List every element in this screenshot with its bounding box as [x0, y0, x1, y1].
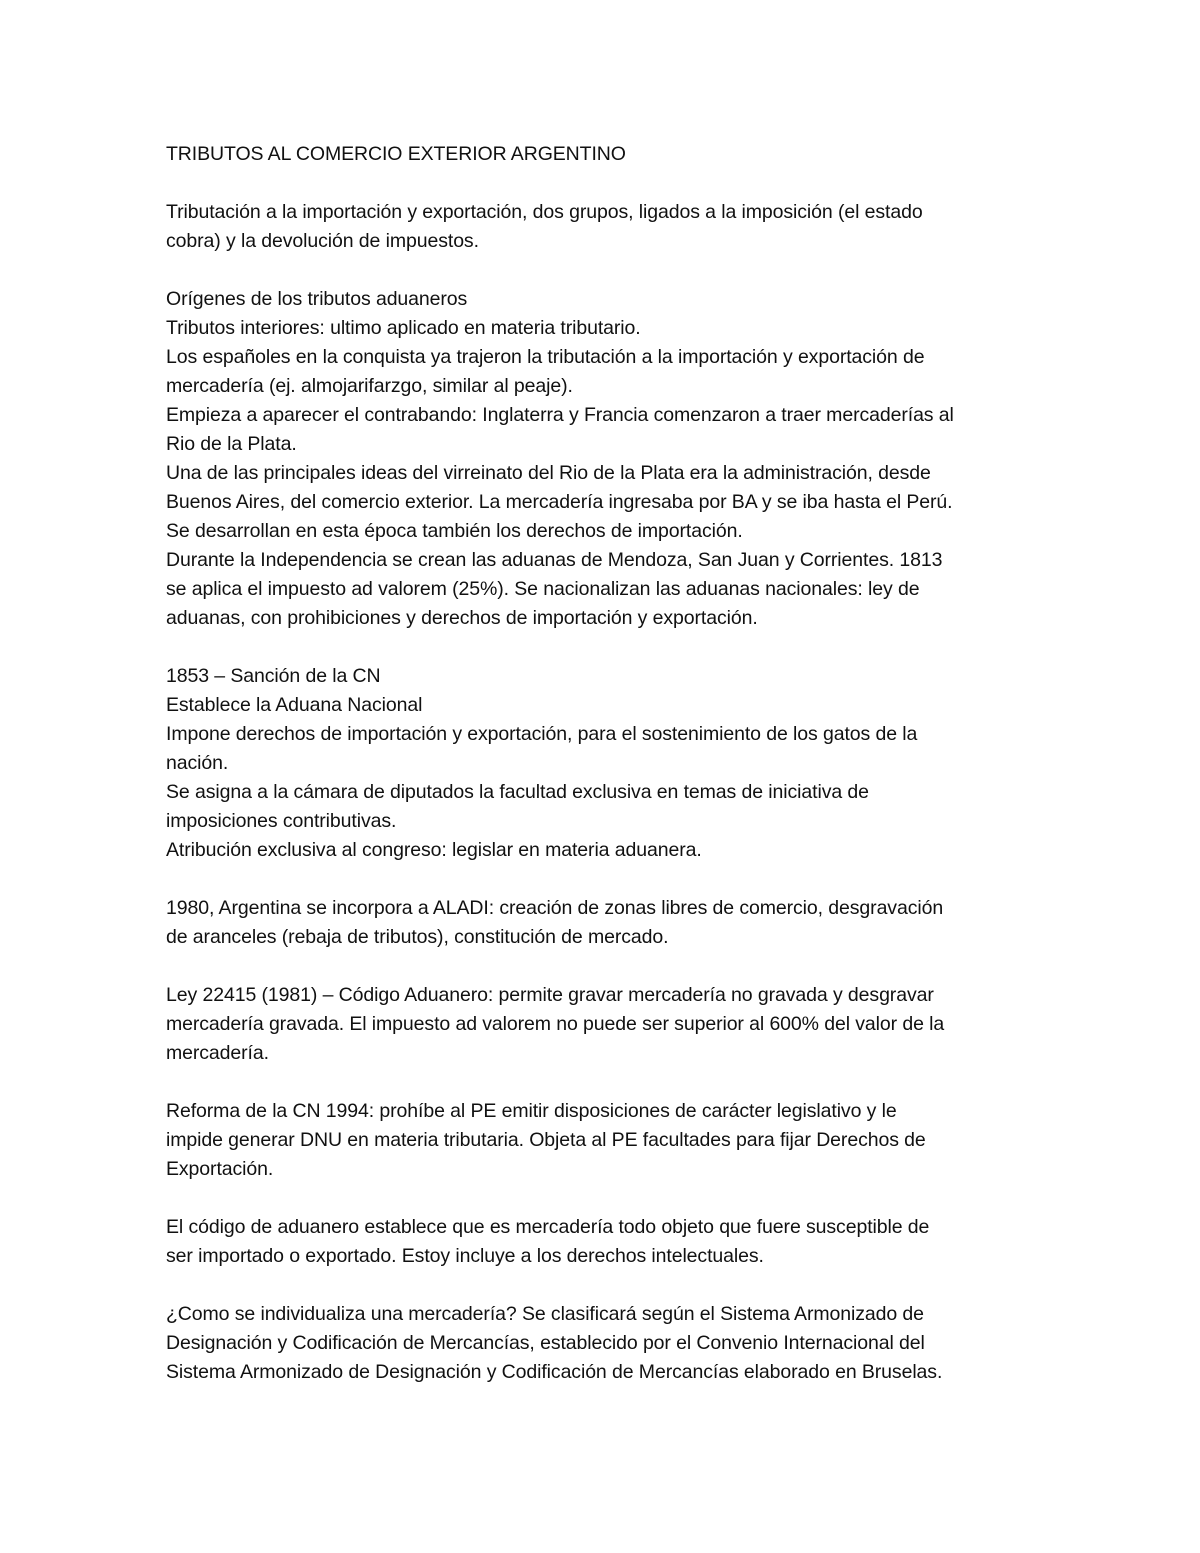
paragraph-gap: [166, 633, 1046, 662]
text-line: Se desarrollan en esta época también los derechos de importación.: [166, 520, 743, 542]
text-line: mercadería gravada. El impuesto ad valorem no puede ser superior al 600% del valor de la: [166, 1013, 945, 1035]
paragraph-gap: [166, 1271, 1046, 1300]
text-line: imposiciones contributivas.: [166, 810, 397, 832]
text-line: Exportación.: [166, 1158, 274, 1180]
text-line: mercadería.: [166, 1042, 269, 1064]
paragraph-gap: [166, 865, 1046, 894]
text-line: Rio de la Plata.: [166, 433, 297, 455]
paragraph-codigo: [166, 1213, 1046, 1271]
text-line: Tributos interiores: ultimo aplicado en materia tributario.: [166, 317, 641, 339]
text-line: Reforma de la CN 1994: prohíbe al PE emitir disposiciones de carácter legislativo y le: [166, 1100, 897, 1122]
text-line: Atribución exclusiva al congreso: legislar en materia aduanera.: [166, 839, 702, 861]
text-line: Establece la Aduana Nacional: [166, 694, 423, 716]
document-body: [166, 140, 1046, 1387]
text-line: impide generar DNU en materia tributaria. Objeta al PE facultades para fijar Derechos de: [166, 1129, 926, 1151]
text-line: mercadería (ej. almojarifarzgo, similar al peaje).: [166, 375, 573, 397]
text-line: ser importado o exportado. Estoy incluye a los derechos intelectuales.: [166, 1245, 764, 1267]
text-line: Buenos Aires, del comercio exterior. La mercadería ingresaba por BA y se iba hasta el Perú.: [166, 491, 953, 513]
paragraph-gap: [166, 256, 1046, 285]
text-line: Se asigna a la cámara de diputados la facultad exclusiva en temas de iniciativa de: [166, 781, 869, 803]
paragraph-gap: [166, 952, 1046, 981]
paragraph-ley-22415: [166, 981, 1046, 1068]
paragraph-gap: [166, 1068, 1046, 1097]
text-line: Empieza a aparecer el contrabando: Inglaterra y Francia comenzaron a traer mercaderías al: [166, 404, 954, 426]
text-line: cobra) y la devolución de impuestos.: [166, 230, 479, 252]
text-line: Durante la Independencia se crean las aduanas de Mendoza, San Juan y Corrientes. 1813: [166, 549, 943, 571]
text-line: de aranceles (rebaja de tributos), constitución de mercado.: [166, 926, 669, 948]
section-heading: Orígenes de los tributos aduaneros: [166, 288, 468, 310]
text-line: se aplica el impuesto ad valorem (25%). Se nacionalizan las aduanas nacionales: ley de: [166, 578, 920, 600]
text-line: Los españoles en la conquista ya trajeron la tributación a la importación y exportación de: [166, 346, 925, 368]
text-line: Ley 22415 (1981) – Código Aduanero: permite gravar mercadería no gravada y desgravar: [166, 984, 934, 1006]
paragraph-intro: [166, 198, 1046, 256]
text-line: 1980, Argentina se incorpora a ALADI: creación de zonas libres de comercio, desgravación: [166, 897, 944, 919]
paragraph-gap: [166, 1184, 1046, 1213]
text-line: nación.: [166, 752, 229, 774]
document-title: TRIBUTOS AL COMERCIO EXTERIOR ARGENTINO: [166, 143, 626, 165]
paragraph-gap: [166, 169, 1046, 198]
text-line: Sistema Armonizado de Designación y Codificación de Mercancías elaborado en Bruselas.: [166, 1361, 943, 1383]
section-heading: 1853 – Sanción de la CN: [166, 665, 381, 687]
text-line: Impone derechos de importación y exportación, para el sostenimiento de los gatos de la: [166, 723, 918, 745]
text-line: aduanas, con prohibiciones y derechos de importación y exportación.: [166, 607, 758, 629]
text-line: ¿Como se individualiza una mercadería? Se clasificará según el Sistema Armonizado de: [166, 1303, 924, 1325]
text-line: Tributación a la importación y exportación, dos grupos, ligados a la imposición (el estado: [166, 201, 923, 223]
paragraph-clasificacion: [166, 1300, 1046, 1387]
text-line: El código de aduanero establece que es mercadería todo objeto que fuere susceptible de: [166, 1216, 930, 1238]
paragraph-cn-1853: [166, 662, 1046, 865]
paragraph-reforma-1994: [166, 1097, 1046, 1184]
paragraph-origins: [166, 285, 1046, 633]
text-line: Una de las principales ideas del virreinato del Rio de la Plata era la administración, desde: [166, 462, 931, 484]
text-line: Designación y Codificación de Mercancías, establecido por el Convenio Internacional del: [166, 1332, 925, 1354]
paragraph-aladi-1980: [166, 894, 1046, 952]
